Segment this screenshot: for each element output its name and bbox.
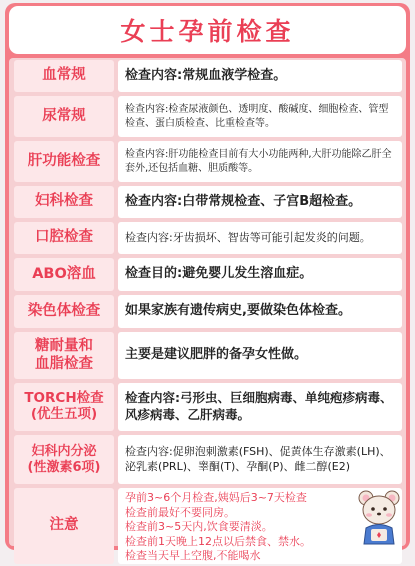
row-content: 检查内容:弓形虫、巨细胞病毒、单纯疱疹病毒、风疹病毒、乙肝病毒。 [118,383,402,431]
exam-card [5,3,410,563]
row-label: 血常规 [14,60,114,92]
row-label: 染色体检查 [14,295,114,328]
row-label: 肝功能检查 [14,141,114,182]
table-row [9,94,406,139]
row-content: 如果家族有遗传病史,要做染色体检查。 [118,295,402,328]
row-content: 检查内容:牙齿损坏、智齿等可能引起发炎的问题。 [118,222,402,254]
note-item: 检查前1天晚上12点以后禁食、禁水。 [125,534,311,548]
note-item: 检查当天早上空腹,不能喝水 [125,549,261,563]
table-row [9,58,406,94]
row-label: TORCH检查 (优生五项) [14,383,114,431]
row-content: 检查内容:白带常规检查、子宫B超检查。 [118,186,402,218]
table-row [9,293,406,330]
row-content: 检查目的:避免婴儿发生溶血症。 [118,258,402,291]
row-label: 口腔检查 [14,222,114,254]
row-label: 妇科检查 [14,186,114,218]
table-row [9,330,406,381]
exam-table [9,58,406,563]
note-item: 检查前最好不要同房。 [125,505,235,519]
table-row [9,220,406,256]
row-label: 糖耐量和 血脂检查 [14,332,114,379]
bear-sticker-icon [354,488,404,546]
table-row-notes [9,486,406,566]
note-item: 检查前3~5天内,饮食要清淡。 [125,520,273,534]
row-content: 检查内容:促卵泡刺激素(FSH)、促黄体生存激素(LH)、泌乳素(PRL)、睾酮(T)、孕酮(P)、雌二醇(E2) [118,435,402,484]
row-label: 妇科内分泌 (性激素6项) [14,435,114,484]
table-row [9,139,406,184]
table-row [9,184,406,220]
row-content: 检查内容:常规血液学检查。 [118,60,402,92]
table-row [9,256,406,293]
page-title: 女士孕前检查 [120,17,295,46]
note-item: 孕前3~6个月检查,姨妈后3~7天检查 [125,491,307,504]
row-content: 检查内容:检查尿液颜色、透明度、酸碱度、细胞检查、管型检查、蛋白质检查、比重检查等。 [118,96,402,137]
row-label: 注意 [14,488,114,564]
title-box [9,6,406,54]
row-label: ABO溶血 [14,258,114,291]
table-row [9,381,406,433]
row-content: 检查内容:肝功能检查目前有大小功能两种,大肝功能除乙肝全套外,还包括血糖、胆质酸等。 [118,141,402,182]
row-label: 尿常规 [14,96,114,137]
table-row [9,433,406,486]
row-content: 主要是建议肥胖的备孕女性做。 [118,332,402,379]
